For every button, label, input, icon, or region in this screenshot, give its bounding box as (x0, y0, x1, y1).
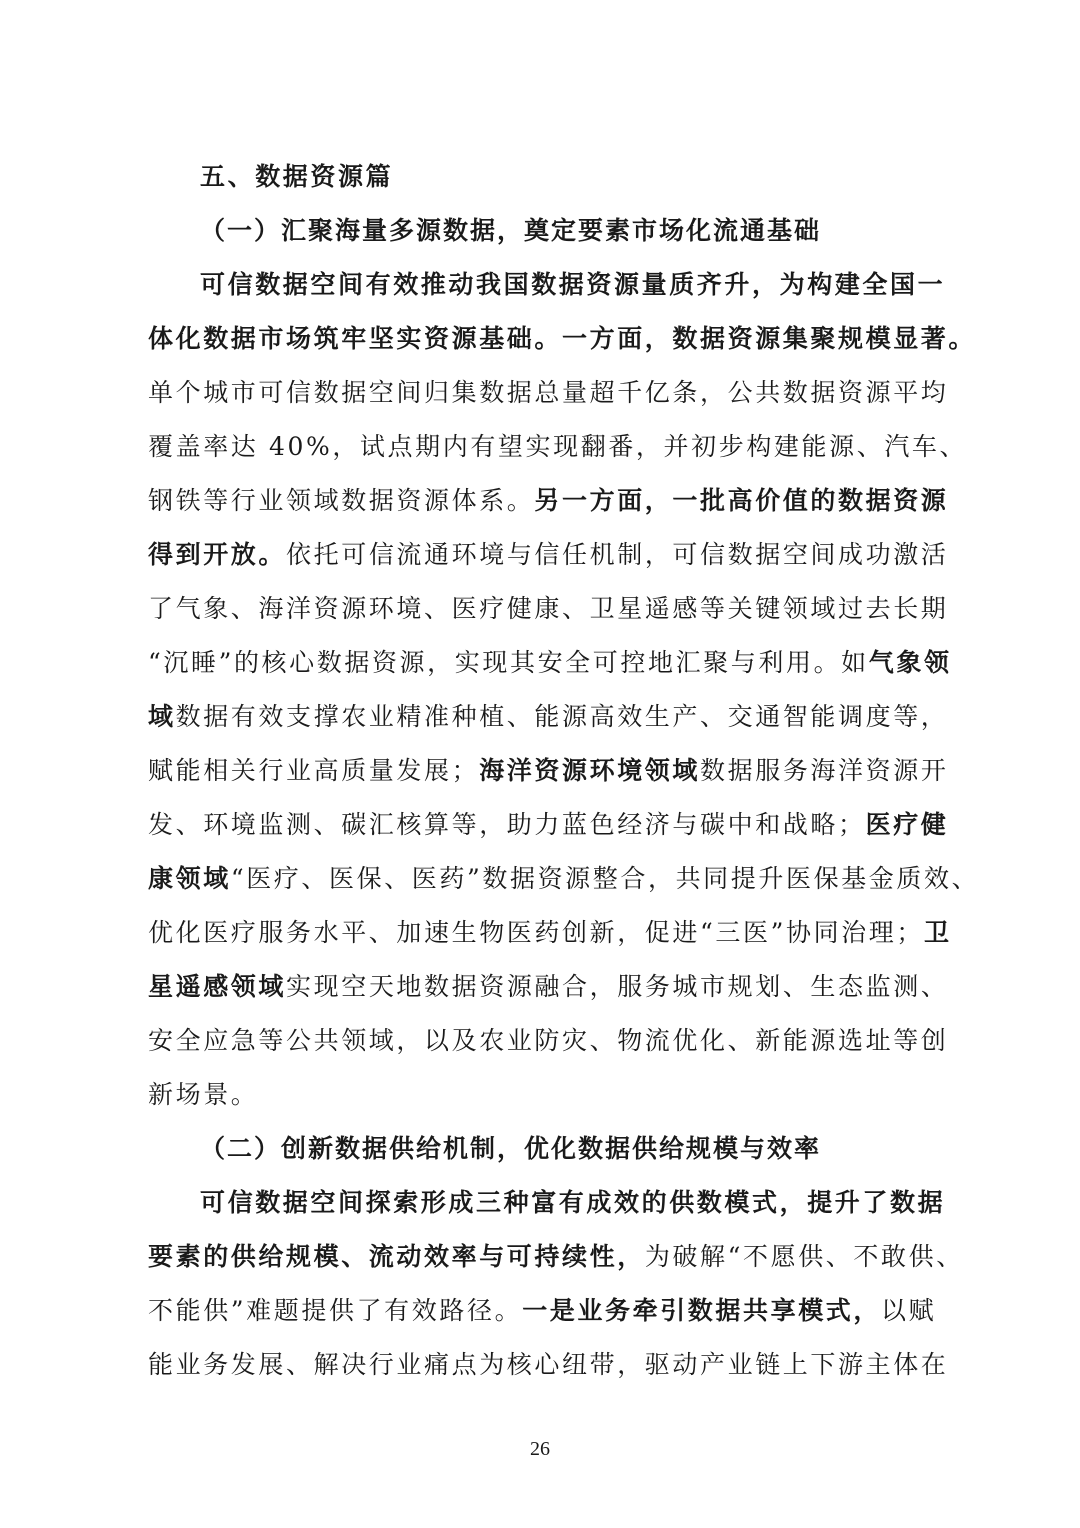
paragraph-1 (148, 258, 980, 1122)
text-span: 钢铁等行业领域数据资源体系。 (148, 486, 535, 515)
paragraph-line: 可信数据空间探索形成三种富有成效的供数模式，提升了数据 (200, 1188, 946, 1217)
subsection-1-title: （一）汇聚海量多源数据，奠定要素市场化流通基础 (200, 216, 822, 245)
paragraph-2 (148, 1176, 964, 1392)
paragraph-line (148, 690, 949, 744)
text-span: 依托可信流通环境与信任机制，可信数据空间成功激活 (286, 540, 949, 569)
emphasis-span: 卫 (923, 918, 952, 947)
emphasis-span: 医疗健 (865, 810, 949, 839)
emphasis-span: 要素的供给规模、流动效率与可持续性， (148, 1242, 645, 1271)
paragraph-line (148, 744, 949, 798)
page-number: 26 (530, 1438, 550, 1460)
subsection-2-title: （二）创新数据供给机制，优化数据供给规模与效率 (200, 1134, 822, 1163)
emphasis-span: 域 (148, 702, 176, 731)
emphasis-span: 康领域 (148, 864, 231, 893)
text-span: 数据服务海洋资源开 (700, 756, 949, 785)
text-span: 发、环境监测、碳汇核算等，助力蓝色经济与碳中和战略； (148, 810, 866, 839)
text-span: 为破解“不愿供、不敢供、 (644, 1242, 964, 1271)
paragraph-line: 新场景。 (148, 1080, 259, 1109)
paragraph-line (148, 852, 980, 906)
paragraph-line: 覆盖率达 40%，试点期内有望实现翻番，并初步构建能源、汽车、 (148, 432, 968, 461)
document-body (148, 150, 980, 1392)
text-span: “沉睡”的核心数据资源，实现其安全可控地汇聚与利用。如 (148, 648, 869, 677)
text-span: 数据有效支撑农业精准种植、能源高效生产、交通智能调度等， (175, 702, 949, 731)
emphasis-span: 得到开放。 (148, 540, 287, 569)
paragraph-line (148, 798, 949, 852)
emphasis-span: 海洋资源环境领域 (479, 756, 701, 785)
paragraph-line: 安全应急等公共领域，以及农业防灾、物流优化、新能源选址等创 (148, 1026, 949, 1055)
text-span: 优化医疗服务水平、加速生物医药创新，促进“三医”协同治理； (148, 918, 924, 947)
emphasis-span: 气象领 (868, 648, 952, 677)
paragraph-line: 能业务发展、解决行业痛点为核心纽带，驱动产业链上下游主体在 (148, 1350, 949, 1379)
emphasis-span: 星遥感领域 (148, 972, 287, 1001)
section-title: 五、数据资源篇 (200, 162, 394, 191)
text-span: “医疗、医保、医药”数据资源整合，共同提升医保基金质效、 (230, 864, 980, 893)
emphasis-span: 一是业务牵引数据共享模式， (522, 1296, 881, 1325)
paragraph-line: 可信数据空间有效推动我国数据资源量质齐升，为构建全国一 (200, 270, 946, 299)
text-span: 赋能相关行业高质量发展； (148, 756, 480, 785)
text-span: 不能供”难题提供了有效路径。 (148, 1296, 523, 1325)
paragraph-line: 单个城市可信数据空间归集数据总量超千亿条，公共数据资源平均 (148, 378, 949, 407)
paragraph-line: 了气象、海洋资源环境、医疗健康、卫星遥感等关键领域过去长期 (148, 594, 949, 623)
text-span: 实现空天地数据资源融合，服务城市规划、生态监测、 (286, 972, 949, 1001)
paragraph-line (148, 960, 949, 1014)
paragraph-line (148, 1284, 937, 1338)
paragraph-line (148, 528, 949, 582)
emphasis-span: 另一方面，一批高价值的数据资源 (534, 486, 949, 515)
text-span: 以赋 (881, 1296, 937, 1325)
paragraph-line (148, 474, 949, 528)
paragraph-line (148, 1230, 964, 1284)
paragraph-line (148, 636, 952, 690)
paragraph-line: 体化数据市场筑牢坚实资源基础。一方面，数据资源集聚规模显著。 (148, 324, 977, 353)
paragraph-line (148, 906, 952, 960)
